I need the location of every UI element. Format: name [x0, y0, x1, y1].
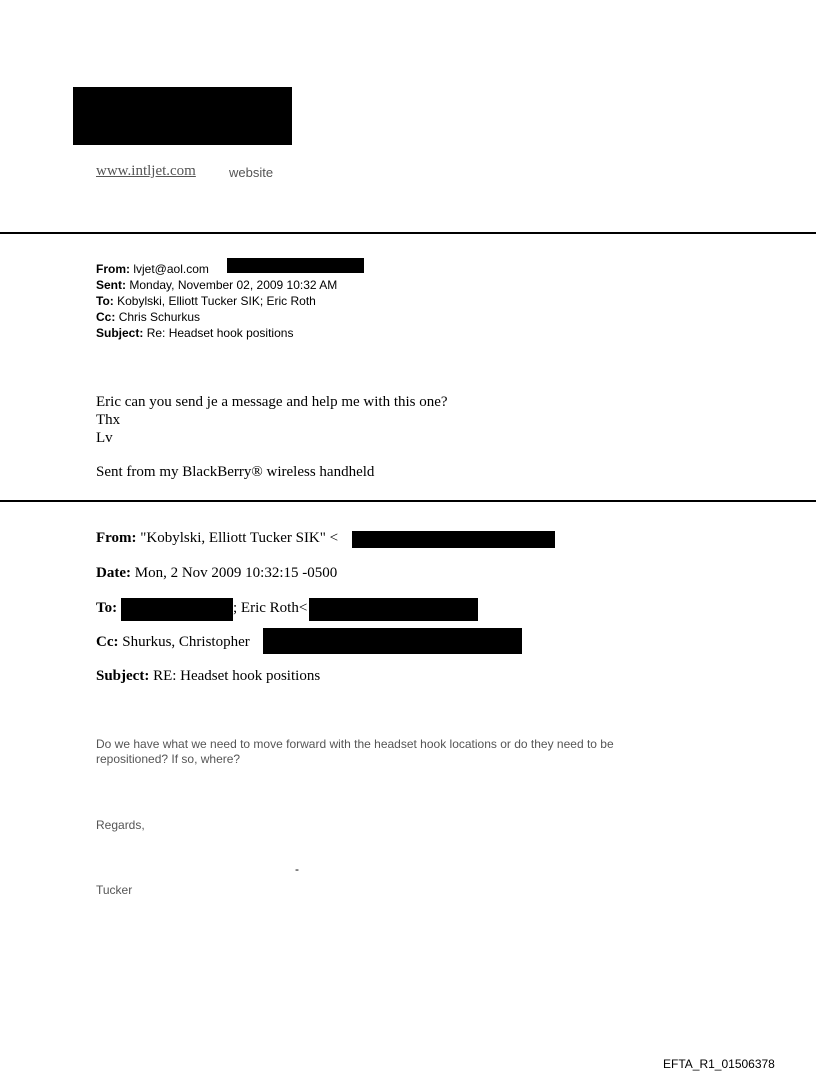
sent-value: Monday, November 02, 2009 10:32 AM — [129, 278, 338, 292]
from-label: From: — [96, 262, 130, 276]
divider — [0, 232, 816, 234]
message1-sent-line — [96, 277, 337, 293]
subject-value: Re: Headset hook positions — [146, 326, 294, 340]
cc-value: Shurkus, Christopher — [122, 634, 250, 650]
document-id: EFTA_R1_01506378 — [663, 1057, 775, 1071]
from-value: "Kobylski, Elliott Tucker SIK" < — [140, 530, 339, 546]
message1-cc-line — [96, 309, 337, 325]
message1-subject-line — [96, 325, 337, 341]
to-value: Kobylski, Elliott Tucker SIK; Eric Roth — [117, 294, 316, 308]
message2-body — [96, 737, 614, 767]
to-label: To: — [96, 600, 118, 616]
message1-to-line — [96, 293, 337, 309]
body-line: Eric can you send je a message and help me with this one? — [96, 394, 448, 410]
body-line: repositioned? If so, where? — [96, 752, 241, 766]
redaction-block — [309, 598, 478, 621]
message2-cc-line — [96, 634, 250, 651]
message1-header — [96, 261, 337, 341]
from-value: lvjet@aol.com — [133, 262, 209, 276]
subject-label: Subject: — [96, 326, 144, 340]
subject-value: RE: Headset hook positions — [153, 668, 321, 684]
redaction-block — [263, 628, 522, 654]
message2-from-line — [96, 530, 338, 547]
cc-value: Chris Schurkus — [118, 310, 201, 324]
sent-label: Sent: — [96, 278, 126, 292]
message2-subject-line — [96, 668, 320, 685]
message2-dash: - — [295, 862, 299, 876]
subject-label: Subject: — [96, 668, 150, 684]
date-label: Date: — [96, 565, 131, 581]
divider — [0, 500, 816, 502]
redaction-block — [352, 531, 555, 548]
to-label: To: — [96, 294, 114, 308]
message2-to-value: ; Eric Roth< — [233, 600, 308, 616]
cc-label: Cc: — [96, 634, 119, 650]
body-line: Lv — [96, 430, 113, 446]
date-value: Mon, 2 Nov 2009 10:32:15 -0500 — [134, 565, 338, 581]
cc-label: Cc: — [96, 310, 116, 324]
website-link[interactable]: www.intljet.com — [96, 163, 196, 179]
message2-regards: Regards, — [96, 818, 145, 832]
redaction-block — [227, 258, 364, 273]
message2-date-line — [96, 565, 337, 582]
redaction-block — [121, 598, 233, 621]
website-label: website — [229, 165, 274, 180]
body-line: Thx — [96, 412, 121, 428]
from-label: From: — [96, 530, 137, 546]
message2-to-label — [96, 600, 117, 617]
message1-body — [96, 393, 448, 447]
redaction-block — [73, 87, 292, 145]
message2-name: Tucker — [96, 883, 133, 897]
body-line: Do we have what we need to move forward with the headset hook locations or do they need to be — [96, 737, 614, 751]
message1-signature: Sent from my BlackBerry® wireless handheld — [96, 464, 375, 480]
